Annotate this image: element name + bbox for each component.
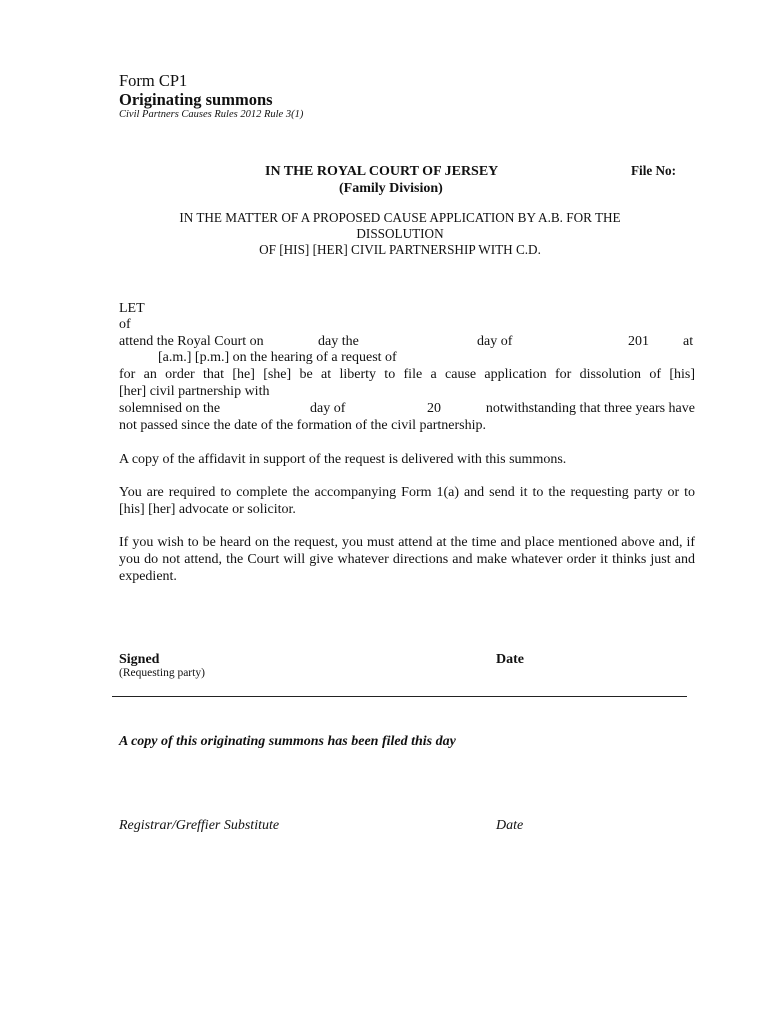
form-title: Originating summons: [119, 90, 273, 109]
order-line-1: for an order that [he] [she] be at liberty to file a cause application for dissolution of [his]: [119, 367, 695, 382]
registrar-label: Registrar/Greffier Substitute: [119, 818, 280, 833]
court-name: IN THE ROYAL COURT OF JERSEY: [265, 164, 499, 179]
notwithstanding-text: notwithstanding that three years have: [485, 401, 695, 416]
solemnised-day-of-label: day of: [310, 401, 346, 416]
court-division: (Family Division): [339, 181, 443, 196]
matter-line-3: OF [HIS] [HER] CIVIL PARTNERSHIP WITH C.D.: [259, 242, 541, 257]
year-prefix-20: 20: [427, 401, 441, 416]
section-divider: [112, 696, 687, 697]
affidavit-paragraph: A copy of the affidavit in support of the request is delivered with this summons.: [119, 452, 567, 467]
filing-statement: A copy of this originating summons has been filed this day: [119, 734, 456, 749]
hearing-paragraph: If you wish to be heard on the request, you must attend at the time and place mentioned above and, if you do not attend, the Court will give whatever directions and make whatever order it thinks just and expedient.: [119, 535, 695, 584]
file-number-label: File No:: [631, 163, 677, 178]
requesting-party-label: (Requesting party): [119, 667, 205, 679]
year-prefix-201: 201: [628, 334, 649, 349]
signed-label: Signed: [119, 652, 160, 667]
order-line-2: [her] civil partnership with: [119, 384, 270, 399]
matter-line-2: DISSOLUTION: [356, 226, 444, 241]
form-number: Form CP1: [119, 71, 188, 90]
am-pm-line: [a.m.] [p.m.] on the hearing of a request of: [158, 350, 397, 365]
at-label: at: [683, 334, 694, 349]
signature-date-label: Date: [496, 652, 524, 667]
attend-court-text: attend the Royal Court on: [119, 334, 264, 349]
of-label: of: [119, 317, 131, 332]
form-required-paragraph: You are required to complete the accompanying Form 1(a) and send it to the requesting party or to [his] [her] advocate or solicitor.: [119, 485, 695, 517]
day-of-label: day of: [477, 334, 513, 349]
solemnised-label: solemnised on the: [119, 401, 221, 416]
rule-reference: Civil Partners Causes Rules 2012 Rule 3(1): [119, 109, 304, 120]
let-label: LET: [119, 301, 145, 316]
filing-date-label: Date: [496, 818, 524, 833]
day-the-label: day the: [318, 334, 359, 349]
matter-line-1: IN THE MATTER OF A PROPOSED CAUSE APPLICATION BY A.B. FOR THE: [179, 210, 621, 225]
not-passed-text: not passed since the date of the formation of the civil partnership.: [119, 418, 487, 433]
